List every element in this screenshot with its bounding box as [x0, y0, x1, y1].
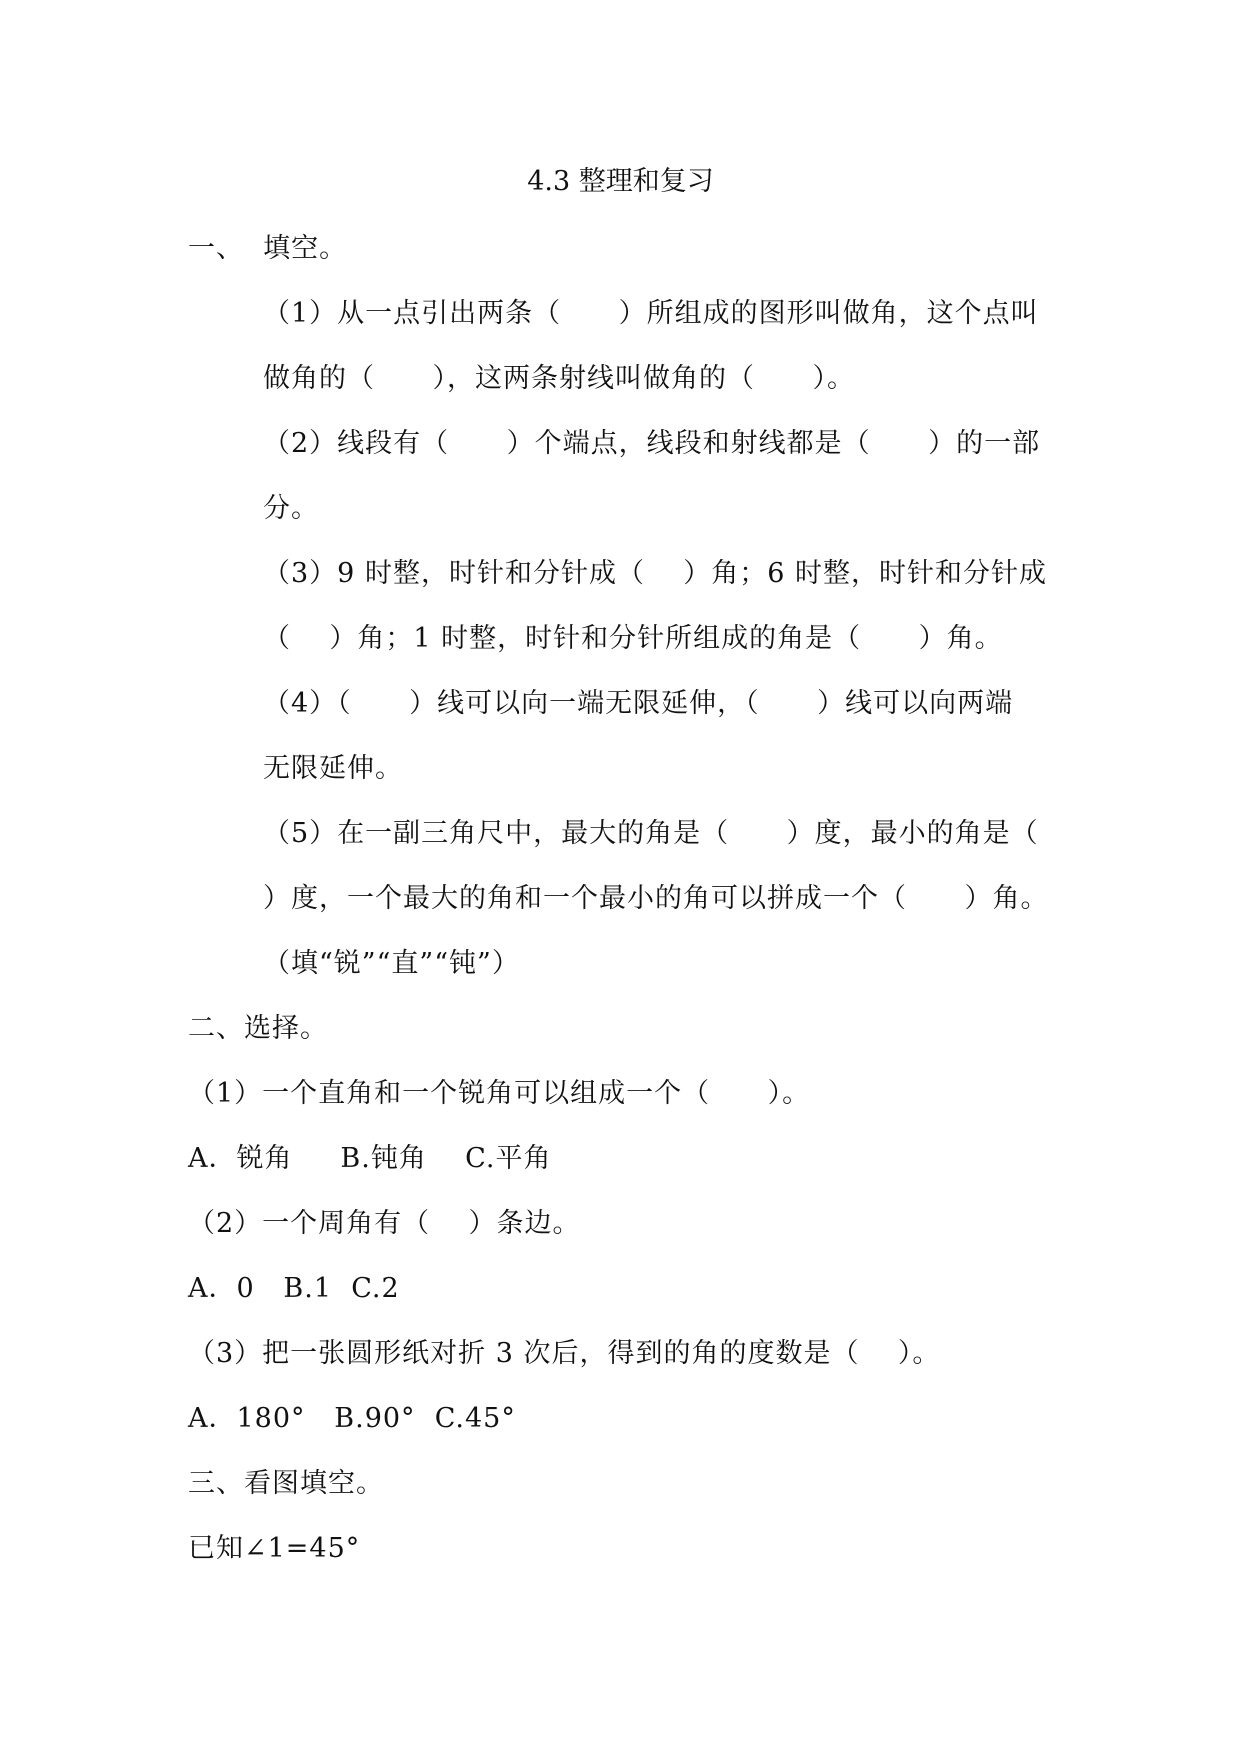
given-condition: 已知∠1=45° — [188, 1533, 361, 1564]
question-text: （4）（ ）线可以向一端无限延伸，（ ）线可以向两端 — [263, 688, 1014, 719]
section-heading-figure: 三、看图填空。 — [188, 1468, 384, 1499]
question-text: （2）一个周角有（ ）条边。 — [188, 1208, 581, 1239]
question-text: （3）9 时整，时针和分针成（ ）角；6 时整，时针和分针成 — [263, 558, 1048, 589]
question-text: 分。 — [263, 493, 319, 524]
section-heading-choice: 二、选择。 — [188, 1013, 328, 1044]
question-text: （5）在一副三角尺中，最大的角是（ ）度，最小的角是（ — [263, 818, 1039, 849]
answer-options: A．180° B.90° C.45° — [188, 1403, 516, 1434]
section-heading-fill-blank: 一、 填空。 — [188, 233, 348, 264]
page-title: 4.3 整理和复习 — [527, 166, 714, 197]
question-text: （1）从一点引出两条（ ）所组成的图形叫做角，这个点叫 — [263, 298, 1039, 329]
question-text: 无限延伸。 — [263, 753, 403, 784]
question-text: （ ）角；1 时整，时针和分针所组成的角是（ ）角。 — [263, 623, 1003, 654]
answer-options: A．锐角 B.钝角 C.平角 — [188, 1143, 552, 1174]
question-text: （3）把一张圆形纸对折 3 次后，得到的角的度数是（ ）。 — [188, 1338, 941, 1369]
question-text: ）度，一个最大的角和一个最小的角可以拼成一个（ ）角。 — [263, 883, 1049, 914]
question-text: 做角的（ ），这两条射线叫做角的（ ）。 — [263, 363, 855, 394]
question-hint: （填“锐”“直”“钝”） — [263, 948, 520, 979]
answer-options: A．0 B.1 C.2 — [188, 1273, 400, 1304]
question-text: （1）一个直角和一个锐角可以组成一个（ ）。 — [188, 1078, 811, 1109]
question-text: （2）线段有（ ）个端点，线段和射线都是（ ）的一部 — [263, 428, 1041, 459]
